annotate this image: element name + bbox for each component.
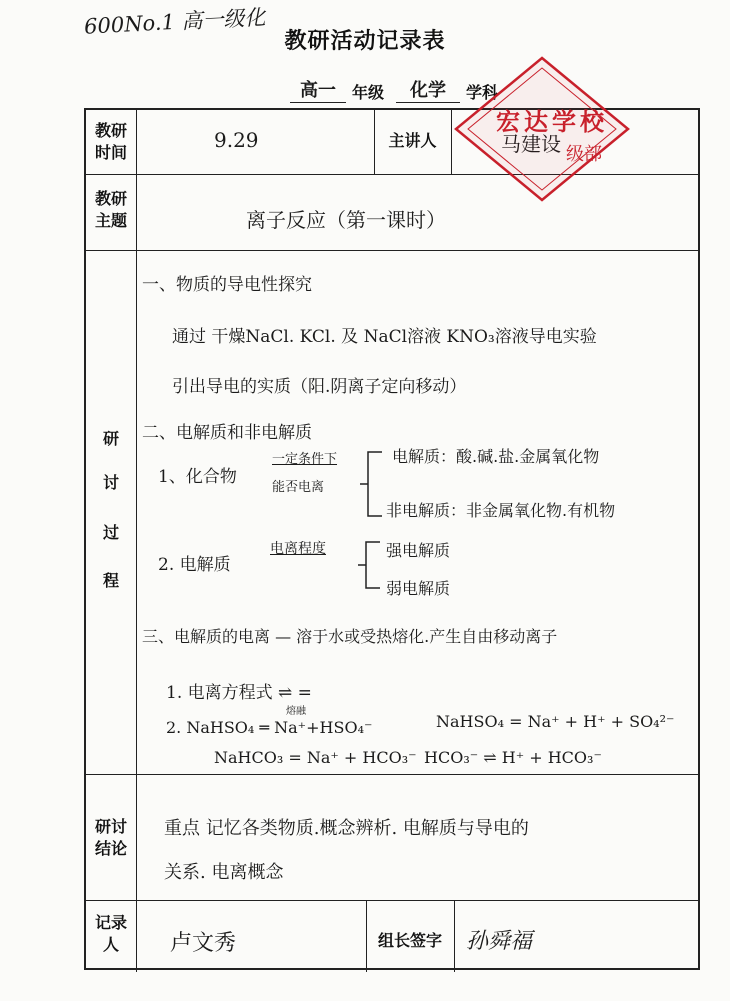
topic-value: 离子反应（第一课时）	[246, 208, 446, 232]
conclusion-label: 研讨 结论	[94, 817, 127, 858]
process-label-char: 程	[102, 571, 119, 590]
school-seal	[452, 54, 632, 204]
seal-subtext: 级部	[566, 144, 602, 165]
process-label-char: 讨	[102, 473, 119, 492]
leader-signature: 孙舜福	[466, 929, 533, 954]
process-line: 弱电解质	[386, 579, 451, 598]
seal-text: 宏达学校	[496, 108, 608, 136]
process-line: 2. 电解质	[158, 555, 231, 575]
recorder-label: 记录 人	[94, 913, 127, 954]
process-line: 电离程度	[270, 541, 326, 557]
process-line: 一、物质的导电性探究	[142, 275, 312, 295]
process-line: 一定条件下	[272, 452, 338, 467]
process-line: 通过 干燥NaCl. KCl. 及 NaCl溶液 KNO₃溶液导电实验	[172, 327, 597, 347]
grade-label: 年级	[352, 83, 385, 102]
process-line: 熔融	[286, 706, 306, 717]
topic-label: 教研 主题	[94, 189, 127, 230]
conclusion-line: 重点 记忆各类物质.概念辨析. 电解质与导电的	[164, 818, 529, 839]
process-line: NaHSO₄ = Na⁺ + H⁺ + SO₄²⁻	[436, 712, 675, 731]
recorder-value: 卢文秀	[170, 931, 237, 956]
subject-value: 化学	[396, 76, 460, 103]
header-handwritten-note: 600No.1 高一级化	[83, 5, 267, 39]
record-table	[84, 108, 700, 970]
subject-label: 学科	[466, 83, 499, 102]
time-label: 教研 时间	[94, 121, 127, 162]
process-line: NaHCO₃ = Na⁺ + HCO₃⁻	[214, 748, 417, 767]
document-title: 教研活动记录表	[284, 29, 446, 54]
process-line: 电解质：酸.碱.盐.金属氧化物	[392, 447, 600, 466]
conclusion-line: 关系. 电离概念	[164, 862, 284, 883]
process-line: 能否电离	[272, 480, 325, 495]
classification-brace	[358, 448, 388, 520]
presenter-label: 主讲人	[388, 131, 437, 150]
process-line: HCO₃⁻ ⇌ H⁺ + HCO₃⁻	[424, 748, 602, 767]
process-line: 2. NaHSO₄ ═ Na⁺+HSO₄⁻	[166, 718, 373, 737]
process-line: 1、化合物	[158, 467, 237, 487]
process-label-char: 过	[102, 523, 119, 542]
grade-value: 高一	[290, 76, 346, 103]
process-line: 引出导电的实质（阳.阴离子定向移动）	[172, 377, 467, 397]
process-label-char: 研	[102, 429, 119, 448]
process-line: 非电解质：非金属氧化物.有机物	[386, 501, 616, 520]
leader-label: 组长签字	[377, 931, 442, 950]
process-line: 二、电解质和非电解质	[142, 423, 312, 443]
process-line: 1. 电离方程式 ⇌ =	[166, 683, 312, 703]
process-line: 强电解质	[386, 541, 451, 560]
time-value: 9.29	[214, 128, 259, 152]
electrolyte-brace	[356, 538, 386, 592]
process-line: 三、电解质的电离 — 溶于水或受热熔化.产生自由移动离子	[142, 627, 558, 646]
